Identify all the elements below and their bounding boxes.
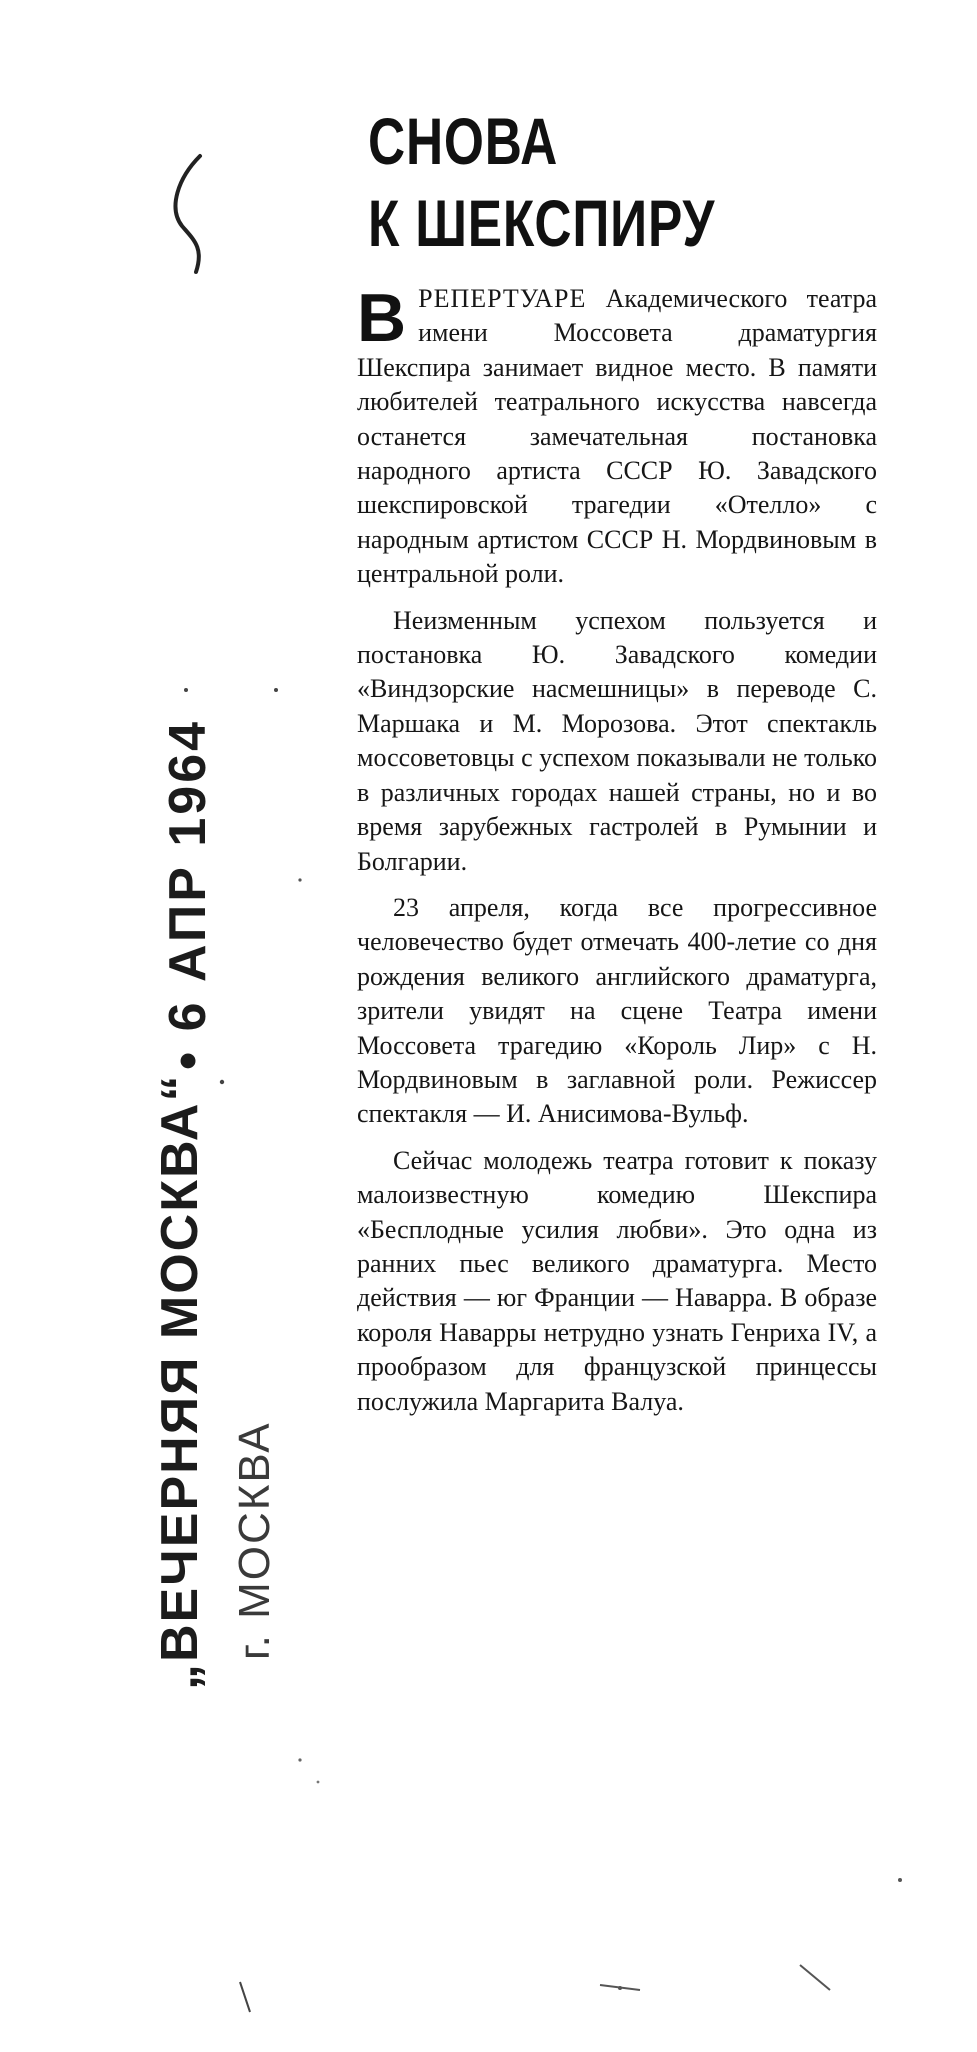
article-paragraph-2: Неизменным успехом пользуется и постановка Ю. Завадского комедии «Виндзорские насмешницы» в переводе С. Маршака и М. Морозова. Этот спектакль моссоветовцы с успехом показывали не только в различных городах нашей страны, но и во время зарубежных гастролей в Румынии и Болгарии. (357, 605, 877, 876)
article-paragraph-4: Сейчас молодежь театра готовит к показу малоизвестную комедию Шекспира «Бесплодные усилия любви». Это одна из ранних пьес великого драматурга. Место действия — юг Франции — Наварра. В образе короля Наварры нетрудно узнать Генриха IV, а прообразом для французской принцессы послужила Маргарита Валуа. (357, 1145, 877, 1416)
stamp-newspaper-name: „ВЕЧЕРНЯЯ МОСКВА“ (151, 1073, 209, 1690)
paragraph-1-text: Академического театра имени Моссовета драматургия Шекспира занимает видное место. В памяти любителей театрального искусства навсегда останется замечательная постановка народного артиста СССР Ю. Завадского шекспировской трагедии «Отелло» с народным артистом СССР Н. Мордвиновым в центральной роли. (357, 284, 877, 589)
stamp-date: • 6 АПР 1964 (159, 718, 217, 1070)
stamp-city: г. МОСКВА (230, 1421, 279, 1660)
article-paragraph-1 (357, 282, 877, 592)
article-body (357, 282, 877, 1431)
article-paragraph-3: 23 апреля, когда все прогрессивное человечество будет отмечать 400-летие со дня рождения великого английского драматурга, зрители увидят на сцене Театра имени Моссовета трагедию «Король Лир» с Н. Мордвиновым в заглавной роли. Режиссер спектакля — И. Анисимова-Вульф. (357, 892, 877, 1129)
headline-line-1: СНОВА (368, 104, 559, 178)
headline-line-2: К ШЕКСПИРУ (368, 186, 716, 260)
handwritten-mark-icon (160, 148, 220, 278)
lead-caps: РЕПЕРТУАРЕ (418, 284, 587, 313)
drop-cap: В (357, 280, 407, 356)
